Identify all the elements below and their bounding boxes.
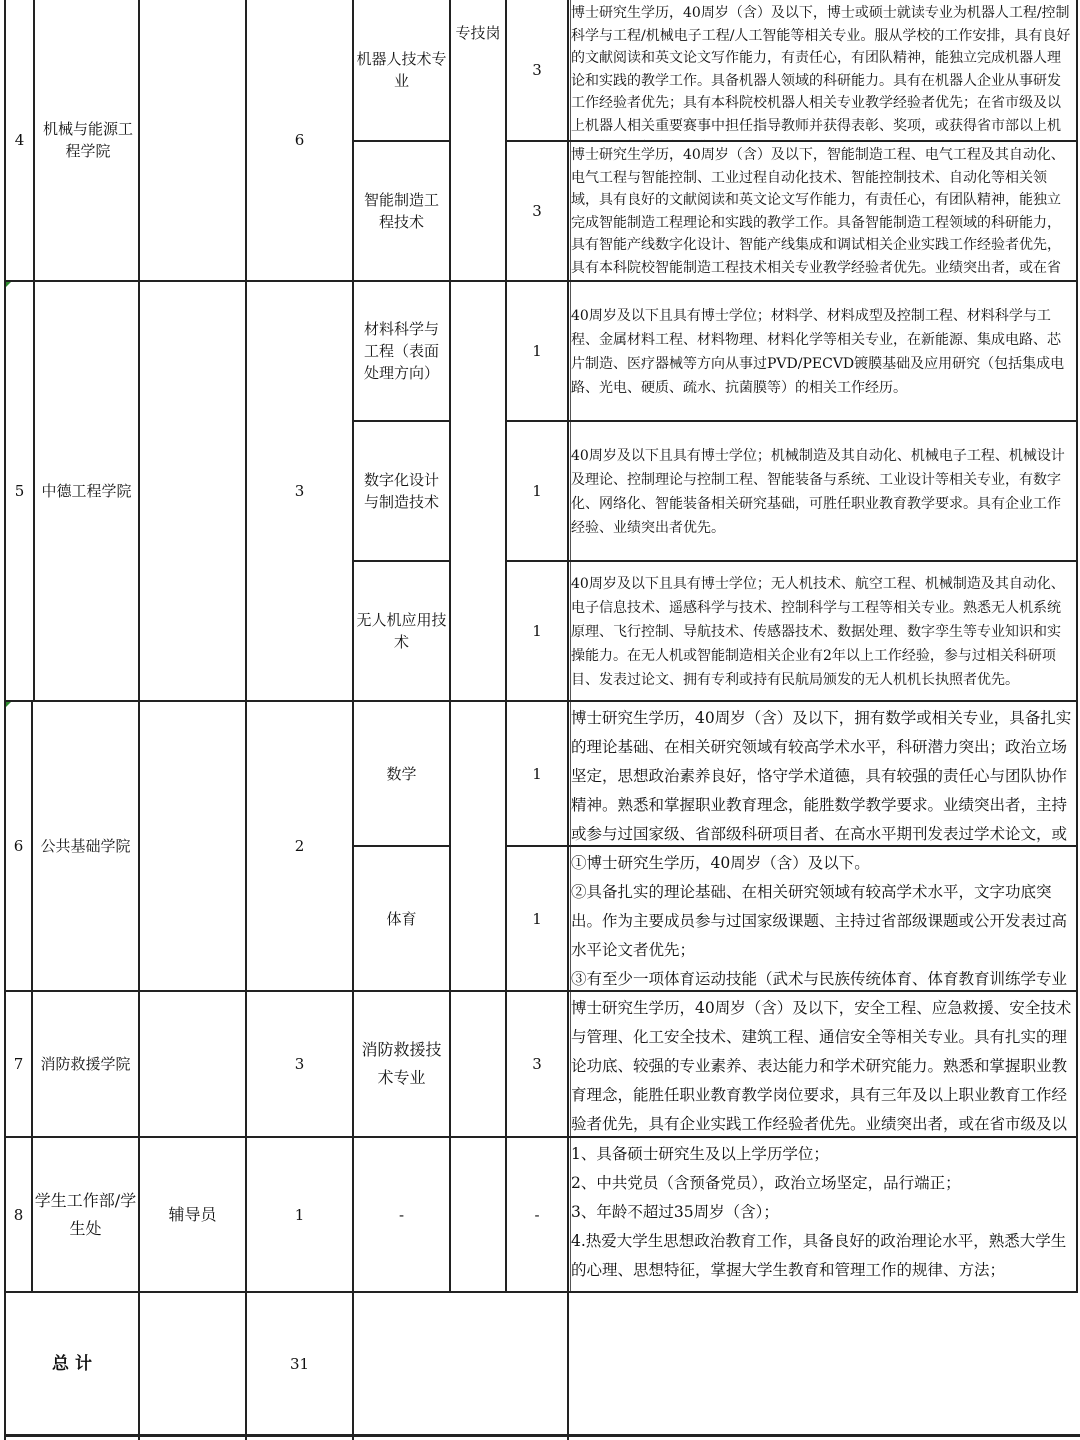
unit-total: 3 bbox=[294, 482, 305, 500]
unit-name: 学生工作部/学生处 bbox=[34, 1190, 137, 1238]
requirement-text: 博士研究生学历，40周岁（含）及以下，智能制造工程、电气工程及其自动化、电气工程与智能控制、工业过程自动化技术、智能控制技术、自动化等相关领域，具有良好的文献阅读和英文论文写作能力，有责任心，有团队精神，能独立完成智能制造工程理论和实践的教学工作。具备智能制造工程领域的科研能力，具有智能产线数字化设计、智能产线集成和调试相关企业实践工作经验者优先，具有本科院校智能制造工程技术相关专业教学经验者优先。业绩突出者，或在省 bbox=[571, 147, 1065, 276]
requirement-line: ③有至少一项体育运动技能（武术与民族传统体育、体育教育训练学专业 bbox=[571, 970, 1068, 988]
row-number: 5 bbox=[14, 482, 25, 500]
requirement-text: 博士研究生学历，40周岁（含）及以下，拥有数学或相关专业，具备扎实的理论基础、在相关研究领域有较高学术水平，科研潜力突出；政治立场坚定，思想政治素养良好，恪守学术道德，具有较强的责任心与团队协作精神。熟悉和掌握职业教育理念，能胜数学教学要求。业绩突出者，主持或参与过国家级、省部级科研项目者、在高水平期刊发表过学术论文，或 bbox=[571, 709, 1072, 843]
position-count: 1 bbox=[532, 909, 542, 928]
position-count: 1 bbox=[532, 482, 542, 500]
col-divider bbox=[449, 0, 451, 1292]
requirement-text bbox=[571, 1138, 1076, 1291]
position-count: 1 bbox=[532, 342, 542, 360]
requirement-line: 1、具备硕士研究生及以上学历学位； bbox=[571, 1145, 829, 1163]
unit-name: 消防救援学院 bbox=[40, 1055, 131, 1073]
position-count: 3 bbox=[532, 1055, 542, 1073]
total-value: 31 bbox=[289, 1354, 310, 1373]
requirement-text: 博士研究生学历，40周岁（含）及以下，博士或硕士就读专业为机器人工程/控制科学与工程/机械电子工程/人工智能等相关专业。服从学校的工作安排，具有良好的文献阅读和英文论文写作能力，有责任心，有团队精神，能独立完成机器人理论和实践的教学工作。具备机器人领域的科研能力。具有在机器人企业从事研发工作经验者优先；具有本科院校机器人相关专业教学经验者优先；在省市级及以上机器人相关重要赛事中担任指导教师并获得表彰、奖项，或获得省市部以上机 bbox=[571, 5, 1071, 134]
position-count: - bbox=[534, 1205, 540, 1224]
major-name: 体育 bbox=[386, 909, 417, 928]
requirement-line: ②具备扎实的理论基础、在相关研究领域有较高学术水平，文字功底突出。作为主要成员参与过国家级课题、主持过省部级课题或公开发表过高水平论文者优先； bbox=[571, 883, 1068, 959]
major-name: - bbox=[398, 1205, 405, 1224]
position-count: 3 bbox=[532, 202, 542, 220]
row-number: 7 bbox=[13, 1055, 24, 1073]
unit-total: 1 bbox=[294, 1205, 305, 1224]
requirement-line: 3、年龄不超过35周岁（含）； bbox=[571, 1203, 779, 1221]
row-number: 8 bbox=[13, 1205, 24, 1224]
row-number: 6 bbox=[13, 837, 24, 855]
requirement-text bbox=[571, 847, 1076, 990]
unit-total: 2 bbox=[294, 837, 305, 855]
requirement-text: 40周岁及以下且具有博士学位；材料学、材料成型及控制工程、材料科学与工程、金属材料工程、材料物理、材料化学等相关专业，在新能源、集成电路、芯片制造、医疗器械等方向从事过PVD/PECVD镀膜基础及应用研究（包括集成电路、光电、硬质、疏水、抗菌膜等）的相关工作经历。 bbox=[571, 308, 1065, 396]
requirement-line: 2、中共党员（含预备党员），政治立场坚定，品行端正； bbox=[571, 1174, 961, 1192]
unit-total: 3 bbox=[294, 1055, 305, 1073]
row-number: 4 bbox=[14, 131, 25, 149]
border-right bbox=[1076, 0, 1078, 1292]
post-type: 专技岗 bbox=[455, 24, 501, 42]
col-divider bbox=[567, 0, 569, 1440]
row-divider bbox=[4, 1291, 1078, 1293]
major-name: 消防救援技术专业 bbox=[361, 1040, 442, 1087]
post-type: 辅导员 bbox=[168, 1204, 217, 1224]
unit-name: 公共基础学院 bbox=[40, 837, 131, 855]
requirement-line: ①博士研究生学历，40周岁（含）及以下。 bbox=[571, 854, 870, 872]
major-name: 机器人技术专业 bbox=[356, 50, 447, 90]
total-label: 总 计 bbox=[52, 1353, 92, 1374]
major-name: 无人机应用技术 bbox=[356, 611, 447, 651]
major-name: 智能制造工程技术 bbox=[363, 191, 439, 231]
major-name: 数学 bbox=[386, 764, 417, 783]
unit-name: 中德工程学院 bbox=[41, 482, 132, 500]
position-count: 1 bbox=[532, 622, 542, 640]
unit-total: 6 bbox=[294, 131, 305, 149]
bottom-border bbox=[4, 1434, 1080, 1437]
requirement-line: 4.热爱大学生思想政治教育工作，具备良好的政治理论水平，熟悉大学生的心理、思想特征，掌握大学生教育和管理工作的规律、方法； bbox=[571, 1232, 1067, 1279]
requirement-text: 40周岁及以下且具有博士学位；机械制造及其自动化、机械电子工程、机械设计及理论、控制理论与控制工程、智能装备与系统、工业设计等相关专业，有数字化、网络化、智能装备相关研究基础，可胜任职业教育教学要求。具有企业工作经验、业绩突出者优先。 bbox=[571, 448, 1065, 536]
major-name: 数字化设计与制造技术 bbox=[363, 471, 439, 511]
unit-name: 机械与能源工程学院 bbox=[42, 120, 133, 160]
position-count: 3 bbox=[532, 61, 542, 79]
position-count: 1 bbox=[532, 764, 542, 783]
major-name: 材料科学与工程（表面处理方向） bbox=[363, 320, 439, 382]
requirement-text: 博士研究生学历，40周岁（含）及以下，安全工程、应急救援、安全技术与管理、化工安全技术、建筑工程、通信安全等相关专业。具有扎实的理论功底、较强的专业素养、表达能力和学术研究能力。熟悉和掌握职业教育理念，能胜任职业教育教学岗位要求，具有三年及以上职业教育工作经验者优先，具有企业实践工作经验者优先。业绩突出者，或在省市级及以 bbox=[571, 999, 1072, 1133]
requirement-text: 40周岁及以下且具有博士学位；无人机技术、航空工程、机械制造及其自动化、电子信息技术、遥感科学与技术、控制科学与工程等相关专业。熟悉无人机系统原理、飞行控制、导航技术、传感器技术、数据处理、数字孪生等专业知识和实操能力。在无人机或智能制造相关企业有2年以上工作经验，参与过相关科研项目、发表过论文、拥有专利或持有民航局颁发的无人机机长执照者优先。 bbox=[571, 576, 1065, 688]
